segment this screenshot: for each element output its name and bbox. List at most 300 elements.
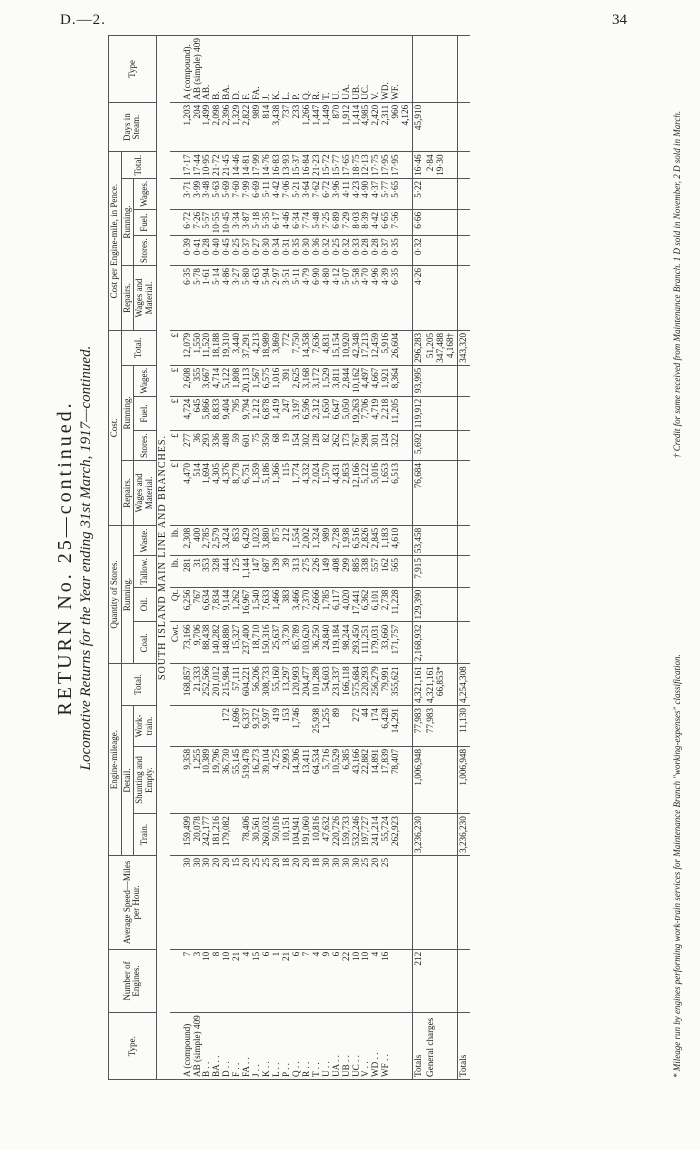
wages-value: 8,364 — [390, 367, 401, 389]
c-fuel-value: 7·56 — [390, 211, 401, 229]
type-right-value: WF. — [390, 84, 401, 100]
fuel-value: 5,050 — [340, 398, 351, 420]
section-heading: SOUTH ISLAND MAIN LINE AND BRANCHES. — [156, 36, 169, 1080]
total-cost-value: 18,989 — [261, 332, 272, 359]
wages-value: 20,113 — [241, 367, 252, 393]
fuel-value: 19,263 — [350, 398, 361, 424]
c-repairs-value: 4·79 — [300, 268, 311, 285]
repairs-value: 2,024 — [310, 463, 321, 484]
type-right-value: FA. — [251, 86, 262, 100]
worktrain-value: 1,746 — [290, 707, 301, 729]
c-stores-value: 0·37 — [380, 238, 391, 256]
c-fuel-value: 7·74 — [300, 211, 311, 229]
wages-value: 5,122 — [221, 367, 232, 389]
total-cost-value: 19,310 — [221, 332, 232, 359]
unit-wages: £ — [170, 365, 182, 396]
days-value: 233 — [290, 104, 301, 119]
tallow-value: 31 — [191, 558, 202, 568]
oil-value: 7,370 — [300, 589, 311, 611]
coal-value: 36,250 — [310, 624, 321, 650]
type-right-value: UB. — [350, 84, 361, 100]
c-stores-value: 0·37 — [241, 238, 252, 256]
c-total-value: 12·13 — [360, 154, 371, 176]
wages-value: 2,625 — [290, 367, 301, 389]
coal-value: 148,880 — [221, 624, 232, 655]
num-value: 4 — [370, 951, 381, 957]
c-repairs-value: 4·96 — [370, 268, 381, 285]
c-wages-value: 7·62 — [310, 180, 321, 198]
total-cost-value: 37,291 — [241, 332, 252, 359]
tallow-value: 281 — [181, 558, 192, 572]
general-total: 4,321,161 — [425, 666, 436, 703]
fuel-value: 9,794 — [241, 398, 252, 420]
type-value: UA . . — [330, 1055, 341, 1077]
shunting-value: 1,255 — [191, 748, 202, 770]
tallow-value: 1,144 — [241, 558, 252, 579]
c-fuel-value: 6·17 — [271, 211, 282, 229]
col-waste: Waste. — [134, 525, 156, 555]
worktrain-value: 1,255 — [320, 707, 331, 729]
c-fuel-value: 5·35 — [261, 211, 272, 229]
c-stores-value: 0·28 — [360, 238, 371, 256]
total-mileage-value: 220,293 — [360, 666, 371, 697]
c-wages-value: 3·71 — [181, 180, 192, 198]
speed-value: 20 — [241, 857, 252, 868]
totals-total: 4,321,161 — [413, 664, 425, 706]
speed-value: 25 — [380, 857, 391, 868]
c-repairs-value: 3·51 — [280, 268, 291, 285]
total-cost-value: 26,604 — [390, 332, 401, 359]
wages-value: 6,575 — [261, 367, 272, 389]
days-steam-column — [182, 102, 413, 152]
totals-fuel: 119,912 — [413, 396, 425, 431]
total-mileage-value: 79,991 — [380, 666, 391, 692]
train-value: 30,561 — [251, 816, 262, 842]
total-mileage-value: 575,684 — [350, 666, 361, 697]
stores-value: 75 — [251, 433, 262, 443]
c-repairs-value: 5·58 — [350, 268, 361, 285]
stores-value: 68 — [271, 433, 282, 443]
tallow-value: 39 — [280, 558, 291, 568]
days-value: 4,985 — [360, 104, 371, 126]
oil-value: 7,633 — [261, 589, 272, 611]
repairs-value: 1,774 — [290, 463, 301, 484]
unit-coal: Cwt. — [170, 622, 182, 664]
oil-value: 7,834 — [211, 589, 222, 611]
num-value: 1 — [271, 951, 282, 957]
total-cost-value: 42,348 — [350, 332, 361, 359]
type-column — [182, 1013, 413, 1080]
c-stores-value: 0·45 — [221, 238, 232, 256]
fuel-value: 7,706 — [360, 398, 371, 420]
return-subtitle: Locomotive Returns for the Year ending 31st March, 1917—continued. — [78, 345, 94, 771]
grand-totals-row — [457, 36, 469, 1080]
shunting-value: 16,273 — [251, 748, 262, 775]
tallow-value: 149 — [320, 558, 331, 572]
days-value: 1,329 — [231, 104, 242, 126]
col-cpm-stores: Stores. — [134, 236, 156, 266]
wages-value: 391 — [280, 367, 291, 382]
worktrain-value — [183, 708, 193, 744]
totals-total-cost: 296,283 — [413, 330, 425, 365]
general-charges-row — [425, 36, 457, 1080]
c-fuel-value: 4·46 — [280, 211, 291, 229]
c-repairs-value: 5·94 — [261, 268, 272, 285]
shunting-value: 5,716 — [320, 748, 331, 770]
oil-value: 16,967 — [241, 589, 252, 615]
shunting-value: 9,358 — [181, 748, 192, 770]
c-wages-value: 5·65 — [390, 180, 401, 198]
c-repairs-value: 5·78 — [191, 268, 202, 285]
waste-value: 2,002 — [300, 527, 311, 549]
c-wages-value: 5·21 — [290, 180, 301, 198]
worktrain-value: 9,372 — [251, 707, 262, 729]
total-cost-value: 10,920 — [340, 332, 351, 359]
tallow-value: 885 — [350, 558, 361, 572]
c-repairs-value: 4·12 — [330, 268, 341, 285]
speed-value: 20 — [290, 857, 301, 868]
worktrain-column — [182, 705, 413, 746]
c-repairs-value: 4·86 — [221, 268, 232, 285]
num-value: 21 — [280, 951, 291, 961]
type-value: WD . . — [370, 1052, 381, 1077]
repairs-value: 4,376 — [221, 463, 232, 484]
num-value: 10 — [201, 951, 212, 961]
speed-value: 20 — [300, 857, 311, 868]
c-fuel-value: 3·34 — [231, 211, 242, 229]
fuel-value: 795 — [231, 398, 242, 413]
speed-value: 30 — [350, 857, 361, 868]
type-right-value: V. — [370, 92, 381, 100]
train-value: 159,733 — [340, 816, 351, 847]
oil-value: 6,362 — [360, 589, 371, 611]
coal-value: 103,620 — [300, 624, 311, 655]
days-value: 1,266 — [300, 104, 311, 126]
type-value: AB (simple) 409 — [191, 1015, 202, 1077]
c-total-value: 17·95 — [390, 154, 401, 176]
train-value: 220,726 — [330, 816, 341, 847]
num-value: 6 — [261, 951, 272, 957]
total-mileage-value: 120,993 — [290, 666, 301, 697]
type-value: UB . . — [340, 1055, 351, 1077]
fuel-value: 4,719 — [370, 398, 381, 420]
col-qty-stores: Quantity of Stores. — [109, 525, 122, 663]
c-repairs-value: 6·35 — [181, 268, 192, 285]
worktrain-value: 1,696 — [231, 707, 242, 729]
total-cost-value: 15,154 — [330, 332, 341, 359]
oil-value: 1,466 — [271, 589, 282, 611]
tallow-value: 299 — [340, 558, 351, 572]
c-repairs-value: 2·97 — [271, 268, 282, 285]
footnote-mileage: * Mileage run by engines performing work-train services for Maintenance Branch "working-expenses" classification. — [672, 654, 682, 1078]
waste-value: 1,324 — [310, 527, 321, 549]
type-right-value: F. — [241, 93, 252, 100]
totals-row — [413, 36, 425, 1080]
fuel-value: 4,724 — [181, 398, 192, 420]
wages-value: 355 — [191, 367, 202, 382]
num-value: 15 — [251, 951, 262, 961]
waste-value: 3,880 — [261, 527, 272, 549]
coal-value: 237,400 — [241, 624, 252, 655]
worktrain-value — [193, 708, 203, 744]
repairs-value: 5,016 — [370, 463, 381, 484]
col-cost-per-mile: Cost per Engine-mile, in Pence. — [109, 152, 122, 330]
waste-value: 6,516 — [350, 527, 361, 549]
days-value: 2,311 — [380, 104, 391, 126]
coal-value: 33,660 — [380, 624, 391, 650]
c-fuel-value: 10·55 — [211, 211, 222, 234]
general-c-total: 2·84 — [425, 154, 436, 172]
totals-shunting: 1,006,948 — [413, 746, 425, 813]
col-shunting: Shunting and Empty. — [134, 746, 156, 813]
units-row — [170, 36, 182, 1080]
oil-value: 767 — [191, 589, 202, 604]
c-repairs-value: 4·39 — [380, 268, 391, 285]
col-cpm-total: Total. — [121, 152, 156, 178]
total-mileage-value: 256,279 — [370, 666, 381, 697]
speed-value: 30 — [340, 857, 351, 868]
worktrain-value: 6,337 — [241, 707, 252, 729]
days-value: 737 — [280, 104, 291, 119]
speed-value: 25 — [251, 857, 262, 868]
c-fuel-value: 5·18 — [251, 211, 262, 229]
type-value: L . . — [271, 1062, 282, 1077]
fuel-value: 9,404 — [221, 398, 232, 420]
wages-cost-column — [182, 365, 413, 396]
train-value: 532,246 — [350, 816, 361, 847]
coal-value: 25,637 — [271, 624, 282, 650]
train-value: 50,016 — [271, 816, 282, 842]
type-right-value: BA. — [221, 84, 232, 100]
col-cost-wages-material: Wages and Material. — [134, 461, 156, 526]
stores-value: 19 — [280, 433, 291, 443]
totals-worktrain: 77,983 — [413, 705, 425, 746]
c-total-value: 21·45 — [221, 154, 232, 176]
col-tallow: Tallow. — [134, 556, 156, 588]
days-value: 870 — [330, 104, 341, 119]
total-cost-value: 772 — [280, 332, 291, 347]
days-value: 989 — [251, 104, 262, 119]
col-cpm-running: Running. — [121, 178, 134, 265]
c-wages-value: 3·99 — [191, 180, 202, 198]
wages-value: 2,844 — [340, 367, 351, 389]
total-mileage-value: 204,477 — [300, 666, 311, 697]
worktrain-value: 153 — [280, 707, 291, 722]
total-cost-value: 14,358 — [300, 332, 311, 359]
total-mileage-value: 215,984 — [221, 666, 232, 697]
shunting-value: 55,145 — [231, 748, 242, 775]
c-total-value: 14·81 — [241, 154, 252, 176]
train-value: 179,082 — [221, 816, 232, 847]
total-mileage-value: 54,603 — [320, 666, 331, 692]
col-type-right: Type — [109, 36, 157, 103]
days-value: 2,098 — [211, 104, 222, 126]
col-days-steam: Days in Steam. — [109, 102, 157, 152]
c-repairs-value: 6·90 — [310, 268, 321, 285]
type-value: WF . . — [380, 1054, 391, 1077]
num-value: 16 — [380, 951, 391, 961]
col-cost-fuel: Fuel. — [134, 396, 156, 431]
oil-value: 17,441 — [350, 589, 361, 615]
type-right-value: L. — [280, 91, 291, 100]
type-value: J . . — [251, 1064, 262, 1077]
coal-value: 73,166 — [181, 624, 192, 650]
c-wages-value: 3·96 — [330, 180, 341, 198]
grand-worktrain: 11,130 — [457, 705, 469, 746]
days-value: 1,203 — [181, 104, 192, 126]
c-wages-value: 4·42 — [271, 180, 282, 198]
col-cpm-fuel: Fuel. — [134, 209, 156, 235]
waste-value: 2,728 — [330, 527, 341, 549]
oil-value: 2,666 — [310, 589, 321, 611]
waste-value: 1,554 — [290, 527, 301, 549]
oil-value: 1,262 — [231, 589, 242, 611]
wages-value: 1,529 — [320, 367, 331, 389]
c-stores-value: 0·30 — [261, 238, 272, 256]
speed-value: 18 — [280, 857, 291, 868]
c-stores-value: 0·25 — [330, 238, 341, 256]
oil-value: 1,540 — [251, 589, 262, 611]
totals-c-total: 16·46 — [413, 152, 425, 178]
type-value: K . . — [261, 1061, 272, 1077]
speed-value: 20 — [271, 857, 282, 868]
total-mileage-value: 101,288 — [310, 666, 321, 697]
c-stores-value: 0·31 — [280, 238, 291, 256]
col-oil: Oil. — [134, 587, 156, 622]
shunting-value: 64,534 — [310, 748, 321, 775]
shunting-value: 6,385 — [340, 748, 351, 770]
c-stores-value: 0·41 — [191, 238, 202, 256]
repairs-value: 5,122 — [360, 463, 371, 484]
speed-value: 30 — [330, 857, 341, 868]
c-repairs-value: 5·14 — [211, 268, 222, 285]
train-value: 197,727 — [360, 816, 371, 847]
rotated-table-page — [12, 18, 700, 1098]
c-total-value: 14·46 — [231, 154, 242, 176]
num-value: 8 — [211, 951, 222, 957]
fuel-value: 6,878 — [261, 398, 272, 420]
speed-value: 30 — [320, 857, 331, 868]
worktrain-value: 9,597 — [261, 707, 272, 729]
shunting-value: 4,725 — [271, 748, 282, 770]
worktrain-value — [202, 708, 212, 744]
tallow-value: 557 — [370, 558, 381, 572]
repairs-value: 8,778 — [231, 463, 242, 484]
c-wages-value: 4·37 — [370, 180, 381, 198]
c-stores-value: 0·27 — [251, 238, 262, 256]
total-cost-value: 4,213 — [251, 332, 262, 354]
c-total-value: 15·37 — [290, 154, 301, 176]
tallow-column — [182, 556, 413, 588]
coal-value: 85,789 — [290, 624, 301, 650]
waste-value: 212 — [280, 527, 291, 542]
days-value: 1,414 — [350, 104, 361, 126]
type-right-value: U. — [330, 90, 341, 100]
total-cost-value: 7,636 — [310, 332, 321, 354]
type-right-value: D. — [231, 90, 242, 100]
worktrain-value: 172 — [221, 707, 232, 722]
num-value: 4 — [241, 951, 252, 957]
cpm-repairs-column — [182, 266, 413, 331]
c-repairs-value: 4·63 — [251, 268, 262, 285]
waste-value: 1,023 — [251, 527, 262, 549]
c-wages-value: 4·23 — [350, 180, 361, 198]
totals-train: 3,236,230 — [413, 814, 425, 856]
grand-label: Totals — [457, 1013, 469, 1080]
worktrain-value: 419 — [271, 707, 282, 722]
shunting-value: 78,407 — [390, 748, 401, 775]
tallow-value: 338 — [360, 558, 371, 572]
wages-value: 3,667 — [201, 367, 212, 389]
wages-value: 4,497 — [360, 367, 371, 389]
shunting-value: 519,478 — [241, 748, 252, 779]
grand-total-cost: 343,320 — [457, 330, 469, 365]
waste-value: 2,579 — [211, 527, 222, 549]
stores-cost-column — [182, 431, 413, 461]
type-right-column — [182, 36, 413, 103]
days-value: 1,449 — [320, 104, 331, 126]
train-value: 55,724 — [380, 816, 391, 842]
c-fuel-value: 7·26 — [191, 211, 202, 229]
cpm-total-column — [182, 152, 413, 178]
c-wages-value: 6·69 — [251, 180, 262, 198]
unit-total: £ — [170, 330, 182, 365]
stores-value: 301 — [370, 433, 381, 448]
type-value: BA . . — [211, 1055, 222, 1077]
num-value: 10 — [350, 951, 361, 961]
stores-value: 601 — [241, 433, 252, 448]
c-stores-value: 0·35 — [390, 238, 401, 256]
type-value: Q . . — [290, 1061, 301, 1077]
worktrain-value: 14,291 — [390, 707, 401, 734]
repairs-value: 1,366 — [271, 463, 282, 484]
col-coal: Coal. — [134, 622, 156, 664]
repairs-value: 514 — [191, 463, 202, 477]
stores-value: 124 — [380, 433, 391, 448]
total-mileage-value: 56,206 — [251, 666, 262, 692]
repairs-value: 4,332 — [300, 463, 311, 484]
total-cost-column — [182, 330, 413, 365]
stores-value: 350 — [261, 433, 272, 448]
days-value: 2,822 — [241, 104, 252, 126]
wages-value: 1,016 — [271, 367, 282, 389]
c-fuel-value: 6·34 — [290, 211, 301, 229]
speed-value: 30 — [181, 857, 192, 868]
general-total-cost: 51,205 — [425, 332, 436, 359]
stores-value: 36 — [191, 433, 202, 443]
c-fuel-value: 8·39 — [360, 211, 371, 229]
c-total-value: 16·83 — [271, 154, 282, 176]
total-cost-value: 12,079 — [181, 332, 192, 359]
col-type: Type. — [109, 1013, 157, 1080]
days-value: 2,420 — [370, 104, 381, 126]
num-value: 21 — [231, 951, 242, 961]
type-right-value: J. — [261, 93, 272, 100]
type-right-value: AB. — [201, 84, 212, 100]
total-mileage-value: 355,621 — [390, 666, 401, 697]
c-stores-value: 0·25 — [231, 238, 242, 256]
oil-value: 1,785 — [320, 589, 331, 611]
wages-value: 2,608 — [181, 367, 192, 389]
c-fuel-value: 7·25 — [320, 211, 331, 229]
stores-value: 298 — [360, 433, 371, 448]
type-value: U . . — [320, 1061, 331, 1077]
c-wages-value: 5·11 — [261, 180, 272, 198]
tallow-value: 313 — [290, 558, 301, 572]
days-value: 1,912 — [340, 104, 351, 126]
waste-value: 400 — [191, 527, 202, 542]
c-stores-value: 0·28 — [370, 238, 381, 256]
